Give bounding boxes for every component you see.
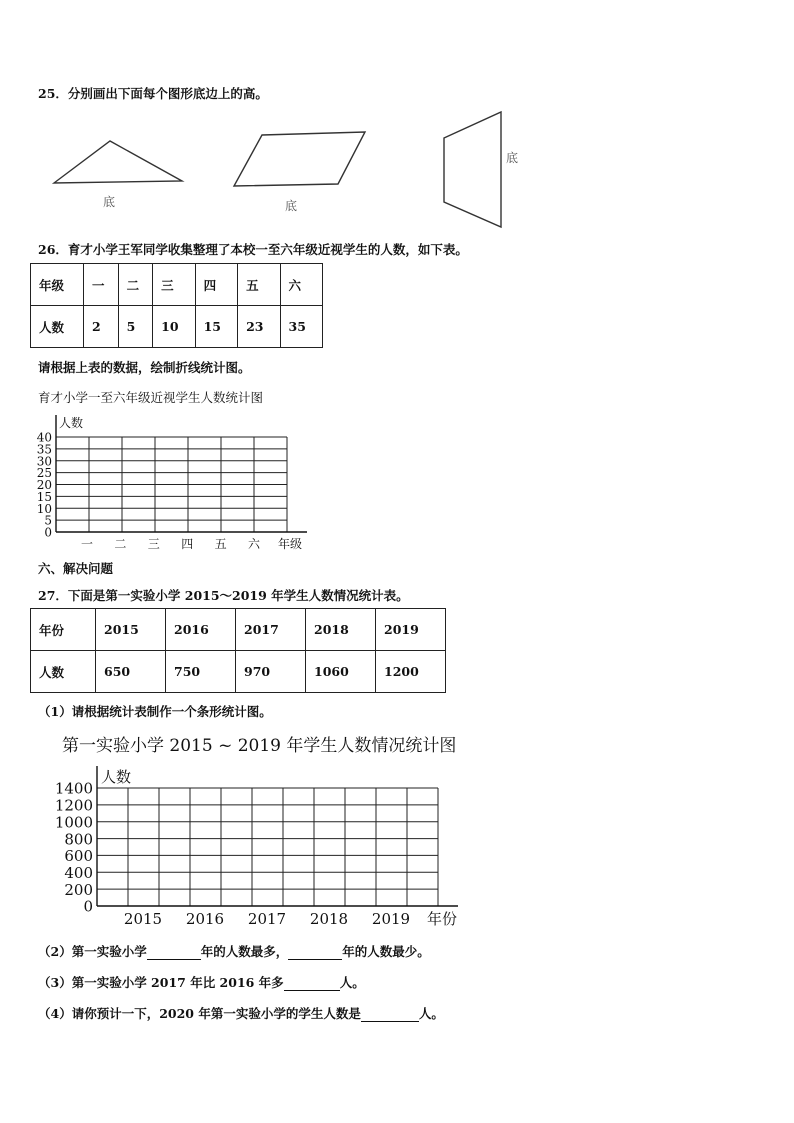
y-tick-label: 1000 — [54, 813, 93, 832]
q27-table — [30, 608, 446, 693]
table-cell: 2016 — [166, 609, 236, 651]
table-cell: 35 — [280, 306, 322, 348]
answer-blank-least-year[interactable] — [288, 947, 342, 960]
q27-sub3 — [38, 973, 365, 991]
table-cell: 年级 — [31, 264, 84, 306]
x-tick-label: 四 — [181, 537, 194, 551]
y-tick-label: 30 — [36, 454, 52, 469]
triangle-base-label: 底 — [103, 195, 116, 209]
bar-chart-grid — [0, 760, 480, 932]
y-tick-label: 5 — [44, 513, 52, 528]
table-cell: 六 — [280, 264, 322, 306]
x-tick-label: 一 — [80, 537, 94, 551]
x-tick-label: 2017 — [247, 910, 287, 928]
sub4-text-a: （4）请你预计一下，2020 年第一实验小学的学生人数是 — [38, 1006, 361, 1021]
table-cell: 2015 — [96, 609, 166, 651]
sub3-text-b: 人。 — [339, 975, 365, 990]
y-tick-label: 200 — [64, 880, 93, 899]
table-cell: 人数 — [31, 306, 84, 348]
y-tick-label: 800 — [64, 830, 93, 849]
table-cell: 15 — [195, 306, 237, 348]
x-axis-label: 年份 — [426, 910, 458, 928]
x-tick-label: 2018 — [309, 910, 349, 928]
parallelogram-base-label: 底 — [285, 199, 298, 213]
sub2-text-a: （2）第一实验小学 — [38, 944, 147, 959]
table-cell: 五 — [238, 264, 280, 306]
q26-table — [30, 263, 323, 348]
sub2-text-c: 年的人数最少。 — [342, 944, 430, 959]
table-cell: 650 — [96, 651, 166, 693]
answer-blank-difference[interactable] — [284, 978, 340, 991]
q25-text: 25．分别画出下面每个图形底边上的高。 — [38, 86, 268, 101]
q27-sub1: （1）请根据统计表制作一个条形统计图。 — [38, 704, 272, 719]
q27-chart-title: 第一实验小学 2015 ~ 2019 年学生人数情况统计图 — [62, 736, 457, 756]
y-axis-label: 人数 — [59, 416, 84, 430]
table-cell: 750 — [166, 651, 236, 693]
y-tick-label: 600 — [64, 847, 93, 866]
table-cell: 970 — [236, 651, 306, 693]
table-cell: 10 — [153, 306, 195, 348]
y-tick-label: 1200 — [54, 796, 93, 815]
table-cell: 1200 — [376, 651, 446, 693]
y-tick-label: 40 — [36, 430, 52, 445]
answer-blank-prediction[interactable] — [361, 1009, 419, 1022]
x-tick-label: 2019 — [371, 910, 411, 928]
y-tick-label: 400 — [64, 863, 93, 882]
q25-shapes — [0, 100, 560, 235]
x-axis-label: 年级 — [277, 537, 303, 551]
y-tick-label: 0 — [83, 897, 93, 916]
x-tick-label: 2015 — [123, 910, 163, 928]
x-tick-label: 五 — [214, 537, 227, 551]
y-tick-label: 0 — [44, 525, 52, 540]
q26-text: 26．育才小学王军同学收集整理了本校一至六年级近视学生的人数，如下表。 — [38, 242, 468, 257]
line-chart-grid — [0, 405, 320, 555]
table-cell: 二 — [118, 264, 153, 306]
table-cell: 2017 — [236, 609, 306, 651]
y-tick-label: 25 — [36, 466, 52, 481]
y-tick-label: 10 — [36, 501, 52, 516]
table-cell: 三 — [153, 264, 195, 306]
table-cell: 2018 — [306, 609, 376, 651]
table-cell: 年份 — [31, 609, 96, 651]
q27-table-row-year — [31, 609, 446, 651]
q26-table-row-grade — [31, 264, 323, 306]
q27-sub4 — [38, 1004, 444, 1022]
y-axis-label: 人数 — [101, 768, 132, 786]
section-6-heading: 六、解决问题 — [38, 561, 114, 576]
trapezoid-base-label: 底 — [506, 151, 519, 165]
table-cell: 人数 — [31, 651, 96, 693]
trapezoid-shape — [444, 112, 501, 227]
sub3-text-a: （3）第一实验小学 2017 年比 2016 年多 — [38, 975, 284, 990]
table-cell: 一 — [84, 264, 119, 306]
q26-table-row-count — [31, 306, 323, 348]
table-cell: 23 — [238, 306, 280, 348]
x-tick-label: 2016 — [185, 910, 225, 928]
q26-chart-title: 育才小学一至六年级近视学生人数统计图 — [38, 390, 264, 405]
q27-sub2 — [38, 942, 430, 960]
sub2-text-b: 年的人数最多， — [200, 944, 289, 959]
table-cell: 2019 — [376, 609, 446, 651]
x-tick-label: 二 — [114, 537, 127, 551]
answer-blank-most-year[interactable] — [147, 947, 201, 960]
x-tick-label: 三 — [147, 537, 160, 551]
q27-table-row-count — [31, 651, 446, 693]
parallelogram-shape — [234, 132, 365, 186]
q26-instruction: 请根据上表的数据，绘制折线统计图。 — [38, 360, 251, 375]
table-cell: 四 — [195, 264, 237, 306]
y-tick-label: 1400 — [54, 779, 93, 798]
sub4-text-b: 人。 — [418, 1006, 444, 1021]
table-cell: 5 — [118, 306, 153, 348]
y-tick-label: 15 — [36, 489, 52, 504]
table-cell: 1060 — [306, 651, 376, 693]
x-tick-label: 六 — [247, 537, 261, 551]
triangle-shape — [54, 141, 182, 183]
y-tick-label: 20 — [36, 478, 52, 493]
y-tick-label: 35 — [36, 442, 52, 457]
q27-text: 27．下面是第一实验小学 2015～2019 年学生人数情况统计表。 — [38, 588, 409, 603]
table-cell: 2 — [84, 306, 119, 348]
